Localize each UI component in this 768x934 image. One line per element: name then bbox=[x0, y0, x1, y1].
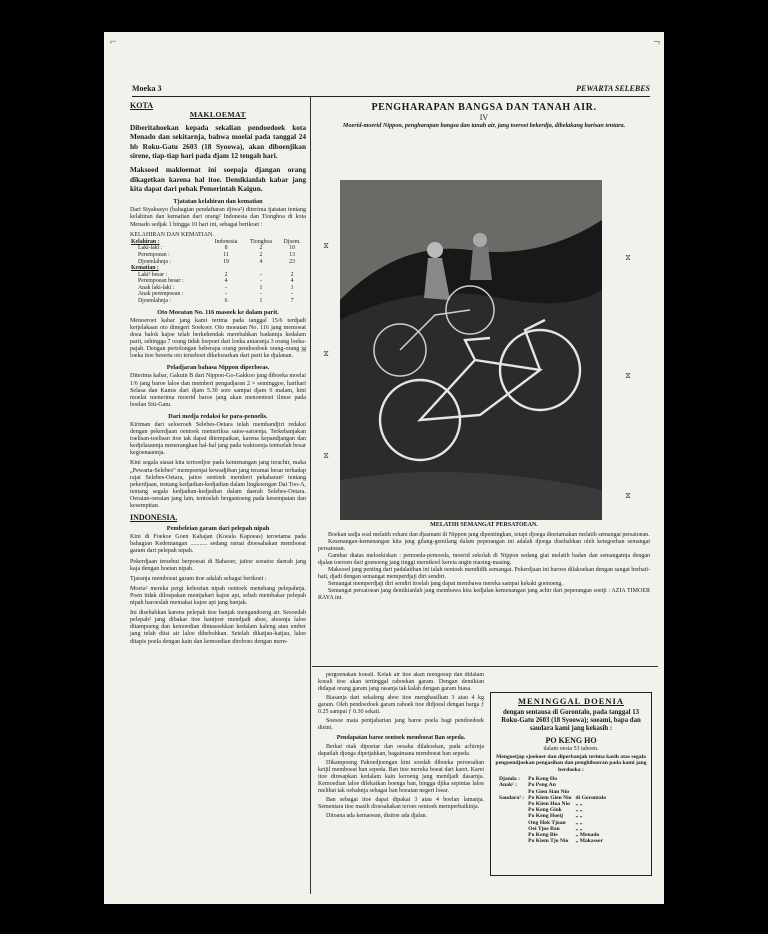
article-text: Ini disebabkan karena pelepah itoe banjak mengandoeng air. Sesoedah pelepah² jang dibakar itoe hantjoer mendjadi aboe, aboenja laloe ditampoeng dan kemoedian dimasoekkan kedalam kaleng atau ember jang telah diisi air laloe dihebohkan. Setelah dikatjau-katjau, laloe ditapis poela dengan kain dan kemoedian direboes dengan mem- bbox=[130, 610, 306, 645]
makloemat-text: Diberitahoekan kepada sekalian pendoedoek kota Menado dan sekitarnja, bahwa moelai pada tanggal 24 hb Roku-Gatu 2603 (18 Syoowa), akan diboenjikan sirene, tiap-tiap hari pada djam 12 tengah hari. bbox=[130, 123, 306, 161]
article-text: Dikampoeng Pakoedjoengan kini soedah diboeka peroesahan ketjil memboeat ban sepeda. Ban itoe mereka boeat dari karet. Karet itoe diresapkan kedalam kain keroeng jang mendjadi dasarnja. Kemoedian laloe dilekatkan boenga ban, hingga djika sepintas laloe melihat tak oebahnja sebagai ban boeatan negeri loear. bbox=[318, 760, 484, 794]
table-row bbox=[130, 278, 306, 285]
table-cell: Laki-laki : bbox=[138, 245, 163, 252]
table-cell: 11 bbox=[223, 251, 229, 258]
table-cell: - bbox=[260, 291, 262, 298]
article-headline: Tjatatan kelahiran dan kematian bbox=[173, 198, 263, 206]
obituary-intro: dengan sentausa di Gorontalo, pada tanggal 13 Roku-Gatu 2603 (18 Syoowa); soeami, bapa dan saudara kami jang kekasih : bbox=[501, 709, 641, 732]
table-cell: - bbox=[260, 278, 262, 285]
table-cell: - bbox=[260, 271, 262, 278]
newspaper-name: PEWARTA SELEBES bbox=[576, 84, 650, 93]
table-cell: 19 bbox=[223, 258, 229, 265]
article-headline: Peladjaran bahasa Nippon diperloeas. bbox=[166, 364, 270, 372]
column-divider bbox=[310, 96, 311, 894]
table-cell: 13 bbox=[289, 251, 296, 258]
relation-label: Djanda : bbox=[499, 776, 520, 783]
table-row bbox=[130, 259, 306, 266]
article-text: Semangat memperdjaji diri sendiri itoelah jang dapat membawa mereka sampai kekaki goenoeng. bbox=[328, 581, 563, 587]
article-headline: Pembeleian garam dari pelepah nipah bbox=[166, 525, 270, 533]
section-divider bbox=[312, 666, 658, 667]
table-cell: Kematian : bbox=[131, 265, 159, 272]
deceased-name: PO KENG HO bbox=[545, 736, 597, 745]
makloemat-title: MAKLOEMAT bbox=[189, 110, 247, 120]
left-column bbox=[130, 100, 306, 894]
family-name: Po Kiem Gien Nio bbox=[528, 794, 572, 801]
table-row bbox=[130, 252, 306, 259]
table-cell: 6 bbox=[224, 298, 228, 305]
article-text: Gambar diatas meloekiskan : pemoeda-pemoeda, moerid sekolah di Nippon sedang giat melatih badan dan semangatnja dengan djalan toeroen dari goenoeng jang tinggi memikoel kereta angin masing-masing. bbox=[318, 553, 650, 566]
article-text: Dari Siyakusyo (bahagian pendaftaran djiwa²) diterima tjatatan tentang kelahiran dan kematian dari orang² Indonesia dan Tionghoa di kota Menado sedjak 1 hingga 10 hari ini, sebagai berikoet : bbox=[130, 207, 306, 228]
table-cell: 1 bbox=[290, 284, 294, 291]
article-headline: Dari medja redaksi ke para-penoelis. bbox=[168, 412, 268, 420]
family-place: „ Makasser bbox=[575, 838, 604, 845]
photo-students-with-bicycles bbox=[340, 180, 602, 520]
featured-number: IV bbox=[479, 113, 489, 122]
family-place: „ „ bbox=[575, 819, 583, 826]
table-cell: Indonesia bbox=[214, 238, 238, 245]
table-cell: 10 bbox=[289, 245, 296, 252]
table-heading: KELAHIRAN DAN KEMATIAN. bbox=[130, 231, 214, 238]
article-text: Menoeroet kabar jang kami terima pada tanggal 15/6 terdjadi ketjelakaan oto dinegeri Soekoer. Oto moeatan No. 116 jang memoeat doea balok kajoe telah berkehendak merebahkan badannja kedalam parit, sehingga 7 orang tidak loepoet dari loeka antaranja 3 orang loeka-pajah. Dengan pertolongan beberapa orang pendoedoek orang-orang jg loeka itoe beserta oto terseboet dikeloearkan dari parit ke djalanan. bbox=[130, 317, 306, 360]
family-name: Po Keng Giok bbox=[528, 807, 562, 814]
ornament-icon: ⧖ bbox=[323, 349, 329, 358]
table-cell: 7 bbox=[290, 298, 294, 305]
corner-mark-icon: ⌐ bbox=[110, 34, 117, 48]
birth-death-table bbox=[130, 239, 306, 305]
article-text: Kesenangan-kemenangan kita jang gilang-gemilang dalam peperangan ini adalah djoega disebabkan oleh ketegoehan semangat persatoean. bbox=[318, 539, 650, 552]
section-heading-kota: KOTA bbox=[130, 101, 153, 110]
table-cell: 2 bbox=[224, 271, 228, 278]
relation-label: Anak² : bbox=[499, 782, 517, 789]
family-name: Po Keng Hoeij bbox=[528, 813, 563, 820]
family-place: „ „ bbox=[575, 813, 583, 820]
family-place: di Gorontalo bbox=[575, 794, 607, 801]
table-row bbox=[130, 298, 306, 305]
relation-label: Saudara² : bbox=[499, 794, 525, 801]
ornament-icon: ⧖ bbox=[625, 371, 631, 380]
article-text: Kini segala siasat kita tertoedjoe pada kemenangan jang terachir, maka „Pewarta-Selebes” mempoenjai kewadjiban jang teramat besar terhadap rajat Selebes-Oetara, jaitoe oentoek memberi pekabaran² tentang pekerdjaan, tentang kedjadian-kedjadian dalam lingkoengan Dai Too-A, tentang segala kedjadian-kedjadian dalam daerah Selebes-Oetara. Oeraian-oeraian jang lain, tentoelah bergantoeng pada kesempatan dan kesempitan. bbox=[130, 460, 306, 510]
table-row bbox=[130, 245, 306, 252]
article-text: Diterima kabar, Gakuin B dari Nippon-Go-Gakkoo jang diboeka moelai 1/6 jang baroe laloe dan memberi pengadjaran 2 × seminggoe, harihari Selasa dan Kamis dari djam 5.30 sore sampai djam 6 malam, kini moelai menerima moerid baroe jang akan menoentoet ilmoe pada boelan Siti-Gatu. bbox=[130, 373, 306, 408]
family-name: Po Peng An bbox=[528, 782, 556, 789]
deceased-age: dalam oesia 53 tahoen. bbox=[543, 746, 599, 752]
family-name: Po Keng Bie bbox=[528, 832, 558, 839]
table-header-row bbox=[130, 239, 306, 246]
obituary-notice bbox=[490, 692, 652, 876]
table-cell: Tionghoa bbox=[249, 238, 272, 245]
article-headline: Pendapatan baroe oentoek memboeat Ban sepeda. bbox=[336, 735, 466, 741]
family-name: Po Gien Sian Nio bbox=[528, 788, 570, 795]
article-headline: Oto Moeatan No. 116 masoek ke dalam parit. bbox=[157, 308, 279, 316]
table-cell: - bbox=[291, 291, 294, 298]
article-text: Biasanja dari sekaleng aboe itoe menghasilkan 3 atau 4 kg garam. Oleh pendoedoek garam raboek itoe didjoeal dengan harga ƒ 0.25 sampai ƒ 0.30 sekati. bbox=[318, 695, 484, 715]
ornament-icon: ⧖ bbox=[625, 491, 631, 500]
table-cell: 23 bbox=[289, 258, 296, 265]
article-text: Berkat otak dipoetar dan oesaha dilakoekan, pada achirnja dapatlah djoega dipetjahkan, bagaimana memboeat ban sepeda. bbox=[318, 744, 484, 757]
family-name: Po Kiem Hoa Nio bbox=[528, 801, 570, 808]
newspaper-page bbox=[104, 32, 664, 904]
relation-label bbox=[497, 838, 526, 844]
article-text: Maksoed jang penting dari padalatihan ini ialah oentoek mendidik semangat. Pekerdjaan ini baroes dilakoekan dengan sangat berhati-hati, djadi dengan semangat memperdjaji diri sendiri. bbox=[318, 567, 650, 580]
table-cell: Perempoean besar : bbox=[138, 278, 184, 285]
table-row bbox=[130, 285, 306, 292]
table-cell: Djoemlahnja : bbox=[138, 258, 172, 265]
article-text: Ban sebagai itoe dapat dipakai 3 atau 4 boelan lamanja. Sementara itoe masih dioesahakan teroes oentoek memperbaikinja. bbox=[318, 797, 484, 810]
bicycle-photo-illustration bbox=[340, 180, 602, 520]
obituary-title: MENINGGAL DOENIA bbox=[518, 696, 624, 706]
table-cell: 2 bbox=[259, 251, 263, 258]
article-text: Tjaranja memboeat garam itoe adalah sebagai berikoet : bbox=[130, 575, 267, 582]
ornament-icon: ⧖ bbox=[323, 241, 329, 250]
table-cell: 4 bbox=[290, 278, 294, 285]
table-cell: Perempoean : bbox=[138, 251, 170, 258]
article-text: Semangat persatoean jang demikianlah jang membawa kita kedjalan kemenangan jang achir dari peperangan soetji : AZIA TIMOER RAYA ini. bbox=[318, 588, 650, 601]
family-name: Po Keng Ho bbox=[528, 776, 558, 783]
table-header-row bbox=[130, 265, 306, 272]
obituary-message: Mengoetjap sjoekoer dan diperbanjak terima kasih atas segala pengoendjoekan pengasihan dan penghiboeran pada kami jang berdoeka : bbox=[495, 754, 647, 773]
table-cell: 4 bbox=[259, 258, 263, 265]
list-item bbox=[497, 838, 608, 844]
family-name: Oei Tjoe Ban bbox=[528, 825, 560, 832]
article-text: Pekerdjaan tersebut berpoesat di Bahaoer, jaitoe soeatoe daerah jang kaja dengan hoetan nipah. bbox=[130, 558, 306, 572]
table-cell: Djoem. bbox=[283, 238, 301, 245]
article-text: Kiriman dari seloeroeh Selebes-Oetara telah membandjiri redaksi dengan pekerdjaan oentoek memeriksa satoe-satoenja. Terkebanjakan toelisan-toelisan itoe tak dapat ditempatkan, karena kepandjangan dan kedjelasannja menerangkan hal-hal jang pada waktoenja tentoelah besar kegoenaannja. bbox=[130, 421, 306, 457]
featured-subcaption: Moerid-moerid Nippon, pengharapan bangsa dan tanah air, jang toeroet bekerdja, dibelakang barisan tentara. bbox=[342, 122, 626, 129]
table-cell: Kelahiran : bbox=[131, 238, 160, 245]
family-name: Ong Hok Tjoan bbox=[528, 819, 566, 826]
article-text: pergoenakan koeali. Kelak air itoe akan mengoeap dan didalam koeali itoe akan tertinggal raboekan garam. Dengan demikian didapat orang garam jang rasanja tak kalah dengan garam biasa. bbox=[318, 672, 484, 692]
table-cell: Anak perempoean : bbox=[138, 291, 184, 298]
table-cell: 4 bbox=[224, 278, 228, 285]
article-text: Ditoana ada kemaoean, disitoe ada djalan. bbox=[326, 813, 428, 819]
article-text: Moeia² mereka pergi kehoetan nipah oentoek menebang pelepahnja. Poen tidak diloepakan mentjahari kajoe api, sebab membakar pelepah nipah haroeslah memakai kajoe api jang banjak. bbox=[130, 585, 306, 607]
table-cell: Laki² besar : bbox=[138, 271, 168, 278]
photo-caption: MELATIH SEMANGAT PERSATOEAN. bbox=[430, 522, 538, 528]
article-text: Kini di Foekoe Goen Kahajan (Koeala Kapoeas) teroetama pada bahagian Kedemangan ........... sedang ramai dioesahakan memboeat garam dari pelepah nipah. bbox=[130, 534, 306, 555]
corner-mark-icon: ¬ bbox=[653, 34, 660, 48]
article-text: Boekan sadja soal melatih rohani dan djasmani di Nippon jang dipentingkan, tetapi djoega dioetamakan melatih semangat persatoean. bbox=[328, 532, 650, 538]
featured-article-body bbox=[318, 532, 650, 602]
family-place: „ „ bbox=[575, 801, 583, 808]
table-row bbox=[130, 291, 306, 298]
page-number: Moeka 3 bbox=[132, 84, 162, 93]
table-cell: Djoemlahnja : bbox=[138, 298, 172, 305]
table-cell: 8 bbox=[224, 245, 228, 252]
section-heading-indonesia: INDONESIA. bbox=[130, 513, 178, 523]
table-cell: 2 bbox=[290, 271, 294, 278]
featured-article-header bbox=[318, 102, 650, 129]
table-cell: - bbox=[225, 291, 227, 298]
family-place: „ Menado bbox=[575, 832, 600, 839]
table-cell: Anak laki-laki : bbox=[138, 284, 175, 291]
article-text: Soesoe mata pentjaharian jang baroe poela bagi pendoedoek disini. bbox=[318, 718, 484, 731]
featured-title: PENGHARAPAN BANGSA DAN TANAH AIR. bbox=[371, 102, 597, 113]
table-cell: 1 bbox=[259, 298, 263, 305]
table-cell: 1 bbox=[259, 284, 263, 291]
family-place: „ „ bbox=[575, 807, 583, 814]
family-list bbox=[497, 776, 608, 844]
makloemat-text: Maksoed makloemat ini soepaja djangan orang dikagetkan karena hal itoe. Demikianlah kabar jang kita dapat dari pehak Pemerintah Kaigun. bbox=[130, 165, 306, 193]
table-cell: 2 bbox=[259, 245, 263, 252]
table-row bbox=[130, 272, 306, 279]
family-name: Po Kiem Tjo Nio bbox=[528, 838, 569, 845]
ornament-icon: ⧖ bbox=[625, 253, 631, 262]
middle-column bbox=[318, 672, 484, 894]
table-cell: - bbox=[225, 284, 227, 291]
page-header bbox=[132, 82, 650, 97]
family-place: „ „ bbox=[575, 825, 583, 832]
ornament-icon: ⧖ bbox=[323, 451, 329, 460]
